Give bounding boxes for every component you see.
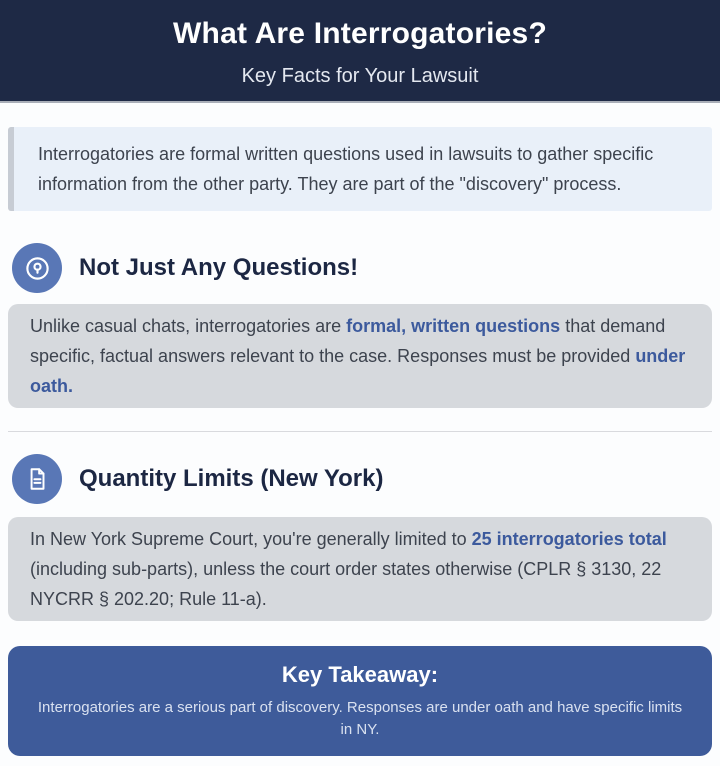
section-body-text: In New York Supreme Court, you're generally limited to 25 interrogatories total (including sub-parts), unless the court order states otherwise (CPLR § 3130, 22 NYCRR § 202.20; Rule 11-a). bbox=[30, 529, 667, 609]
section-body-quantity-limits bbox=[8, 517, 712, 621]
section-title: Not Just Any Questions! bbox=[79, 254, 359, 281]
section-body-not-just-any-questions bbox=[8, 304, 712, 408]
section-heading-not-just-any-questions bbox=[12, 243, 720, 293]
key-takeaway-title: Key Takeaway: bbox=[281, 662, 439, 687]
key-takeaway-body: Interrogatories are a serious part of discovery. Responses are under oath and have specific limits in NY. bbox=[37, 699, 683, 738]
intro-callout bbox=[8, 127, 712, 211]
section-title: Quantity Limits (New York) bbox=[79, 465, 384, 492]
section-heading-quantity-limits bbox=[12, 454, 720, 504]
target-icon bbox=[12, 243, 62, 293]
section-body-text: Unlike casual chats, interrogatories are formal, written questions that demand specific, factual answers relevant to the case. Responses must be provided under oath. bbox=[30, 316, 686, 396]
header-banner bbox=[0, 0, 720, 103]
page-subtitle: Key Facts for Your Lawsuit bbox=[241, 65, 479, 87]
key-takeaway-box bbox=[8, 646, 712, 756]
section-divider bbox=[8, 431, 712, 432]
intro-text: Interrogatories are formal written questions used in lawsuits to gather specific information from the other party. They are part of the "discovery" process. bbox=[38, 144, 654, 194]
page-title: What Are Interrogatories? bbox=[173, 17, 547, 50]
document-icon bbox=[12, 454, 62, 504]
